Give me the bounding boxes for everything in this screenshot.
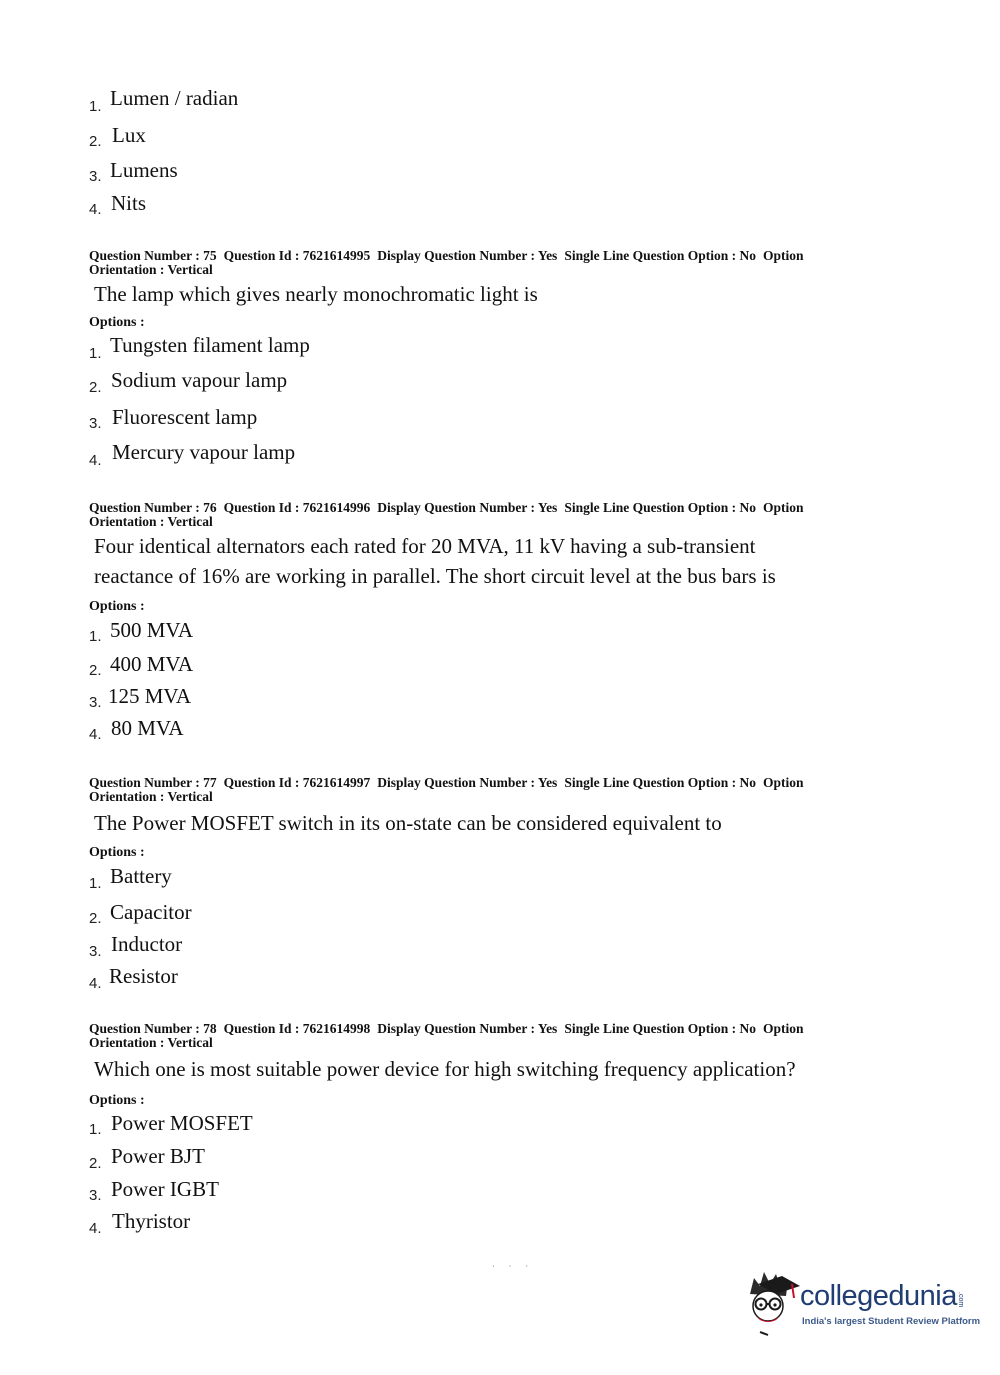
question-meta — [89, 501, 869, 529]
option-number: 4. — [89, 726, 102, 743]
option-orientation: Option Orientation : Vertical — [89, 1021, 804, 1050]
option-number: 3. — [89, 415, 102, 432]
option-number: 3. — [89, 1187, 102, 1204]
question-id: Question Id : 7621614997 — [223, 775, 371, 790]
option-text: 400 MVA — [110, 652, 194, 676]
options-label: Options : — [89, 1093, 145, 1108]
option-number: 4. — [89, 201, 102, 218]
options-label: Options : — [89, 599, 145, 614]
option-text: Power MOSFET — [111, 1111, 253, 1135]
display-question-number: Display Question Number : Yes — [377, 248, 558, 263]
question-number: Question Number : 75 — [89, 248, 217, 263]
single-line-option: Single Line Question Option : No — [564, 500, 756, 515]
option-text: Battery — [110, 864, 172, 888]
option-number: 2. — [89, 662, 102, 679]
option-text: Lumen / radian — [110, 86, 239, 110]
question-meta — [89, 1022, 869, 1050]
options-label: Options : — [89, 315, 145, 330]
option-orientation: Option Orientation : Vertical — [89, 500, 804, 529]
option-text: 125 MVA — [108, 684, 192, 708]
question-text: The lamp which gives nearly monochromatic light is — [94, 282, 538, 306]
display-question-number: Display Question Number : Yes — [377, 775, 558, 790]
question-meta — [89, 776, 869, 804]
single-line-option: Single Line Question Option : No — [564, 1021, 756, 1036]
option-number: 4. — [89, 452, 102, 469]
logo-name: collegedunia — [800, 1280, 957, 1312]
collegedunia-logo[interactable] — [742, 1268, 981, 1340]
option-text: Sodium vapour lamp — [111, 368, 288, 392]
option-number: 1. — [89, 345, 102, 362]
question-number: Question Number : 78 — [89, 1021, 217, 1036]
question-text: Which one is most suitable power device for high switching frequency application? — [94, 1057, 796, 1081]
option-number: 1. — [89, 98, 102, 115]
question-id: Question Id : 7621614998 — [223, 1021, 371, 1036]
options-label: Options : — [89, 845, 145, 860]
option-text: 500 MVA — [110, 618, 194, 642]
option-number: 1. — [89, 875, 102, 892]
display-question-number: Display Question Number : Yes — [377, 1021, 558, 1036]
option-text: Power IGBT — [111, 1177, 219, 1201]
option-text: Mercury vapour lamp — [112, 440, 296, 464]
logo-domain: .com — [957, 1292, 964, 1308]
student-mascot-icon — [742, 1268, 802, 1340]
option-orientation: Option Orientation : Vertical — [89, 248, 804, 277]
option-number: 2. — [89, 1155, 102, 1172]
option-text: Lux — [112, 123, 146, 147]
option-number: 2. — [89, 379, 102, 396]
option-orientation: Option Orientation : Vertical — [89, 775, 804, 804]
option-number: 3. — [89, 168, 102, 185]
option-text: Lumens — [110, 158, 178, 182]
page-marks: ··· — [492, 1262, 542, 1271]
option-text: Nits — [111, 191, 147, 215]
option-text: Fluorescent lamp — [112, 405, 258, 429]
logo-tagline: India's largest Student Review Platform — [802, 1316, 981, 1327]
single-line-option: Single Line Question Option : No — [564, 248, 756, 263]
question-number: Question Number : 76 — [89, 500, 217, 515]
option-number: 2. — [89, 133, 102, 150]
option-number: 4. — [89, 975, 102, 992]
option-text: 80 MVA — [111, 716, 184, 740]
question-meta — [89, 249, 869, 277]
option-text: Capacitor — [110, 900, 192, 924]
option-text: Power BJT — [111, 1144, 205, 1168]
question-id: Question Id : 7621614996 — [223, 500, 371, 515]
single-line-option: Single Line Question Option : No — [564, 775, 756, 790]
question-number: Question Number : 77 — [89, 775, 217, 790]
display-question-number: Display Question Number : Yes — [377, 500, 558, 515]
option-text: Thyristor — [112, 1209, 191, 1233]
question-text: Four identical alternators each rated for 20 MVA, 11 kV having a sub-transient reactance of 16% are working in parallel. The short circuit level at the bus bars is — [94, 534, 776, 588]
option-text: Tungsten filament lamp — [110, 333, 310, 357]
question-id: Question Id : 7621614995 — [223, 248, 371, 263]
option-number: 2. — [89, 910, 102, 927]
option-number: 1. — [89, 1121, 102, 1138]
option-text: Resistor — [109, 964, 178, 988]
option-number: 1. — [89, 628, 102, 645]
option-number: 3. — [89, 694, 102, 711]
option-number: 3. — [89, 943, 102, 960]
question-text: The Power MOSFET switch in its on-state can be considered equivalent to — [94, 811, 722, 835]
option-number: 4. — [89, 1220, 102, 1237]
option-text: Inductor — [111, 932, 183, 956]
